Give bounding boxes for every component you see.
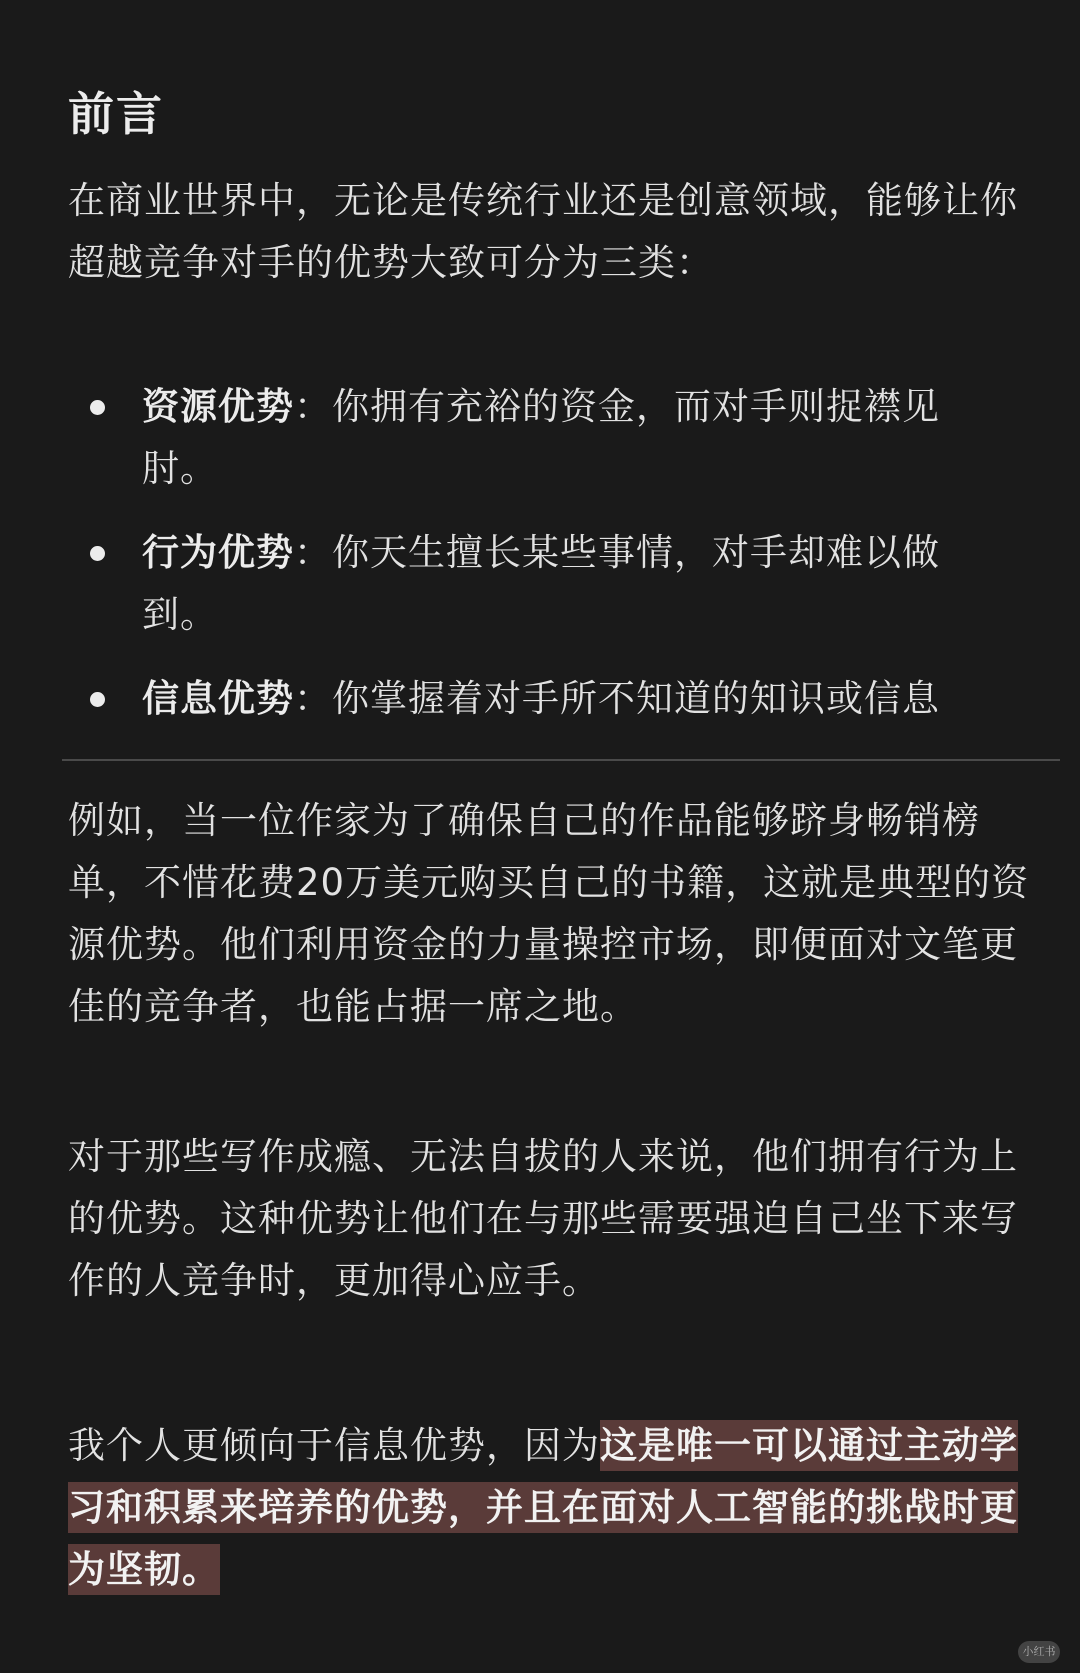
bullet-dot-icon bbox=[90, 546, 105, 561]
advantage-description: ：你天生擅长某些事情，对手却难以做到。 bbox=[142, 531, 940, 636]
watermark-logo bbox=[1018, 1641, 1060, 1663]
advantage-term: 行为优势 bbox=[142, 531, 294, 574]
section-divider bbox=[62, 759, 1060, 761]
conclusion-text: 我个人更倾向于信息优势，因为 bbox=[68, 1424, 600, 1467]
conclusion-paragraph bbox=[68, 1415, 1038, 1601]
list-item bbox=[68, 668, 1008, 730]
watermark-label: 小红书 bbox=[1022, 1645, 1056, 1658]
behavior-example-paragraph: 对于那些写作成瘾、无法自拔的人来说，他们拥有行为上的优势。这种优势让他们在与那些需要强迫自己坐下来写作的人竞争时，更加得心应手。 bbox=[68, 1135, 1018, 1302]
advantage-description: ：你掌握着对手所不知道的知识或信息 bbox=[294, 677, 940, 720]
highlighted-text: 这是唯一可以通过主动学习和积累来培养的优势，并且在面对人工智能的挑战时更为坚韧。 bbox=[68, 1420, 1018, 1595]
list-item bbox=[68, 376, 1008, 500]
bullet-dot-icon bbox=[90, 692, 105, 707]
intro-paragraph: 在商业世界中，无论是传统行业还是创意领域，能够让你超越竞争对手的优势大致可分为三类： bbox=[68, 179, 1018, 284]
page-title: 前言 bbox=[68, 87, 164, 141]
list-item bbox=[68, 522, 1008, 646]
resource-example-paragraph: 例如，当一位作家为了确保自己的作品能够跻身畅销榜单，不惜花费20万美元购买自己的书籍，这就是典型的资源优势。他们利用资金的力量操控市场，即便面对文笔更佳的竞争者，也能占据一席之地。 bbox=[68, 799, 1030, 1028]
advantage-term: 资源优势 bbox=[142, 385, 294, 428]
advantage-description: ：你拥有充裕的资金，而对手则捉襟见肘。 bbox=[142, 385, 940, 490]
bullet-dot-icon bbox=[90, 400, 105, 415]
advantage-term: 信息优势 bbox=[142, 677, 294, 720]
advantage-list bbox=[68, 376, 1008, 752]
